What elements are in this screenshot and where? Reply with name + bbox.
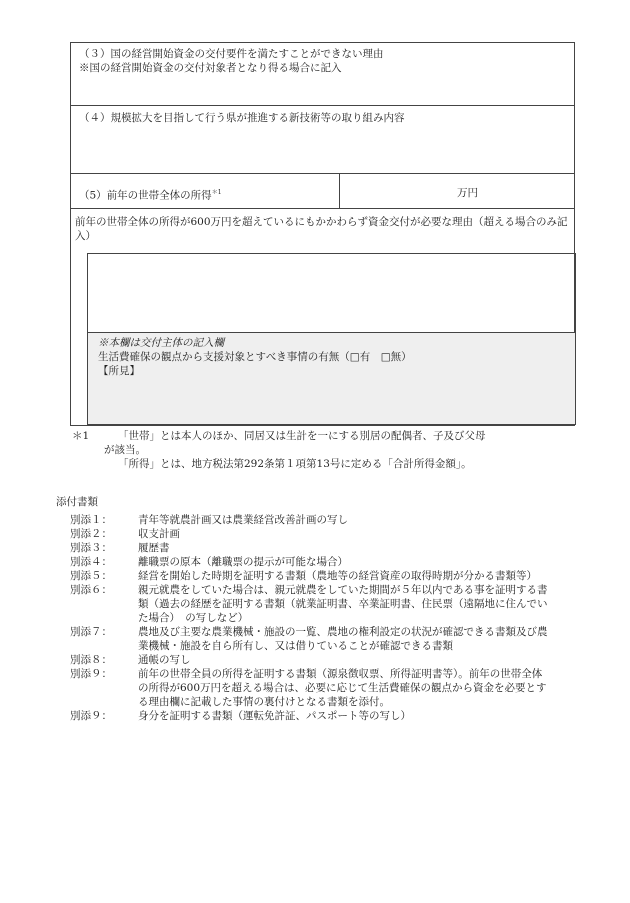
attachment-text: 通帳の写し <box>138 654 191 666</box>
attachment-text: 離職票の原本（離職票の提示が可能な場合） <box>138 556 348 568</box>
attachments-list <box>70 513 590 723</box>
attachment-item <box>70 653 590 667</box>
section-4-heading: （４）規模拡大を目指して行う県が推進する新技術等の取り組み内容 <box>79 112 405 124</box>
attachment-number: 別添３： <box>70 542 112 554</box>
attachment-item <box>70 583 590 625</box>
section-3-heading: （３）国の経営開始資金の交付要件を満たすことができない理由 <box>79 48 384 60</box>
attachment-text: 履歴書 <box>138 542 170 554</box>
attachment-number: 別添４： <box>70 556 112 568</box>
income-unit: 万円 <box>457 187 478 199</box>
official-use-opinion: 【所見】 <box>98 365 140 377</box>
footnote-mark: ＊1 <box>72 430 90 442</box>
attachment-number: 別添８： <box>70 654 112 666</box>
attachment-text: 業機械・施設を自ら所有し、又は借りていることが確認できる書類 <box>138 640 453 652</box>
attachment-item <box>70 527 590 541</box>
attachment-number: 別添２： <box>70 528 112 540</box>
attachment-item <box>70 541 590 555</box>
attachment-item <box>70 667 590 709</box>
attachment-item <box>70 625 590 653</box>
attachment-text: た場合） の写しなど） <box>138 612 249 624</box>
reason-heading: 前年の世帯全体の所得が600万円を超えているにもかかわらず資金交付が必要な理由（超える場合のみ記入） <box>75 216 568 242</box>
attachment-text: 身分を証明する書類（運転免許証、パスポート等の写し） <box>138 710 411 722</box>
section-3-box <box>70 42 575 106</box>
attachment-text: の所得が600万円を超える場合は、必要に応じて生活費確保の観点から資金を必要とす <box>138 682 547 694</box>
attachment-number: 別添９： <box>70 668 112 680</box>
footnote-marker: ＊1 <box>211 189 222 196</box>
attachment-text: る理由欄に記載した事情の裏付けとなる書類を添付。 <box>138 696 390 708</box>
attachment-item <box>70 569 590 583</box>
attachments-title: 添付書類 <box>56 496 98 508</box>
attachment-text: 前年の世帯全員の所得を証明する書類（源泉徴収票、所得証明書等）。前年の世帯全体 <box>138 668 543 680</box>
section-4-box <box>70 106 575 174</box>
section-6-box <box>70 208 575 426</box>
attachment-item <box>70 709 590 723</box>
attachment-text: 農地及び主要な農業機械・施設の一覧、農地の権利設定の状況が確認できる書類及び農 <box>138 626 548 638</box>
official-use-title: ※本欄は交付主体の記入欄 <box>98 337 224 349</box>
reason-entry-box[interactable] <box>87 253 576 333</box>
attachment-text: 青年等就農計画又は農業経営改善計画の写し <box>138 514 348 526</box>
section-5-divider <box>339 174 340 208</box>
attachment-text: 経営を開始した時期を証明する書類（農地等の経営資産の取得時期が分かる書類等） <box>138 570 537 582</box>
attachment-number: 別添６： <box>70 584 112 596</box>
attachment-item <box>70 555 590 569</box>
footnote-line-3: 「所得」とは、地方税法第292条第１項第13号に定める「合計所得金額」。 <box>118 458 472 470</box>
section-3-note: ※国の経営開始資金の交付対象者となり得る場合に記入 <box>79 62 342 74</box>
attachment-number: 別添５： <box>70 570 112 582</box>
attachment-text: 親元就農をしていた場合は、親元就農をしていた期間が５年以内である事を証明する書 <box>138 584 548 596</box>
section-5-label: （5）前年の世帯全体の所得$^{*1}$ <box>79 189 222 202</box>
attachment-text: 収支計画 <box>138 528 180 540</box>
footnote-line-1: 「世帯」とは本人のほか、同居又は生計を一にする別居の配偶者、子及び父母 <box>118 430 486 442</box>
footnote-line-2: が該当。 <box>104 444 146 456</box>
attachment-number: 別添７： <box>70 626 112 638</box>
section-5-row <box>70 173 575 209</box>
attachment-number: 別添９： <box>70 710 112 722</box>
official-use-box <box>87 332 576 425</box>
attachment-text: 類（過去の経歴を証明する書類（就業証明書、卒業証明書、住民票（遠隔地に住んでい <box>138 598 548 610</box>
official-use-check: 生活費確保の観点から支援対象とすべき事情の有無（□有 □無） <box>98 351 412 363</box>
attachment-item <box>70 513 590 527</box>
attachment-number: 別添１： <box>70 514 112 526</box>
